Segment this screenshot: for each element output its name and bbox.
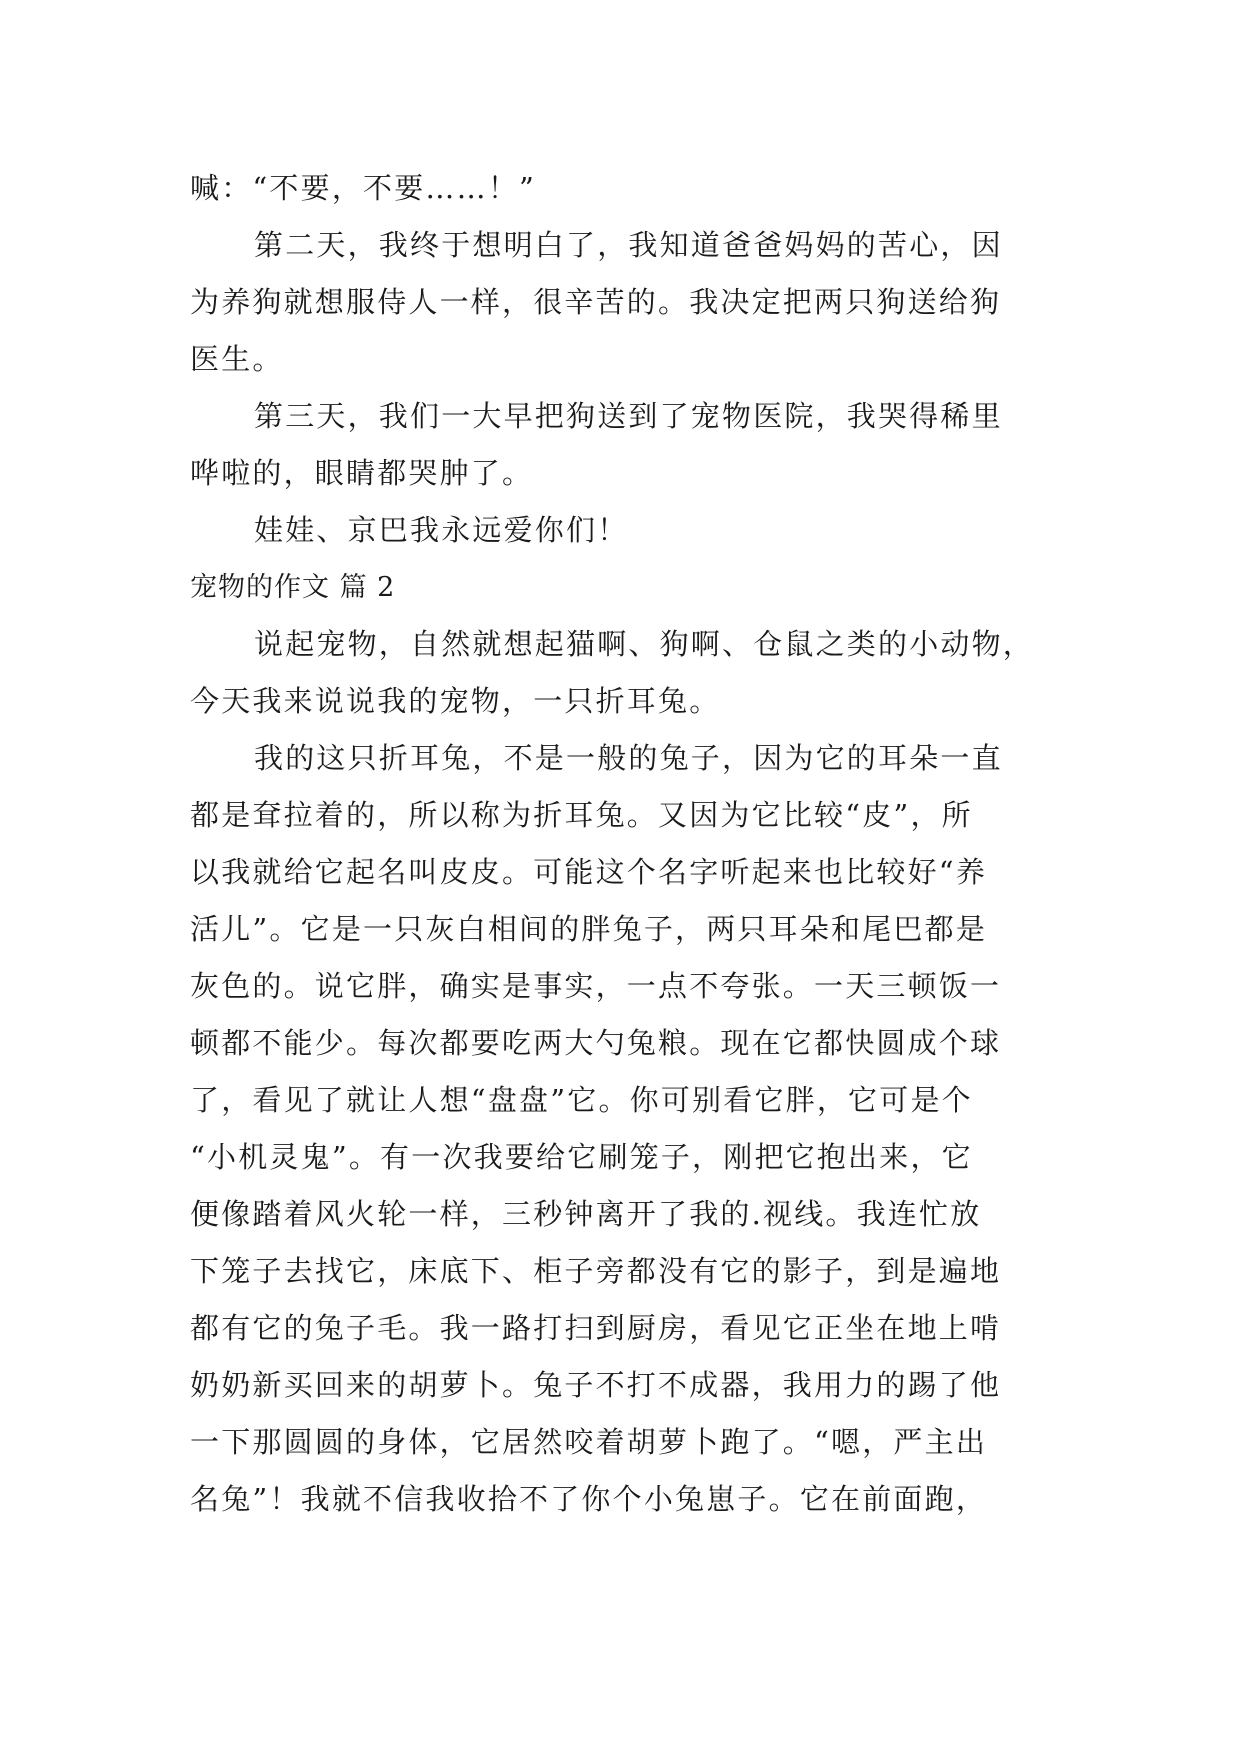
text-line: “小机灵鬼”。有一次我要给它刷笼子，刚把它抱出来，它 — [190, 1140, 973, 1174]
text-line: 名兔”！我就不信我收拾不了你个小兔崽子。它在前面跑， — [190, 1482, 988, 1516]
text-line: 第二天，我终于想明白了，我知道爸爸妈妈的苦心，因 — [254, 228, 1003, 262]
text-line: 以我就给它起名叫皮皮。可能这个名字听起来也比较好“养 — [190, 855, 988, 889]
document-page — [190, 160, 1060, 1528]
text-line: 今天我来说说我的宠物，一只折耳兔。 — [190, 684, 721, 718]
section-title: 宠物的作文 篇 2 — [190, 572, 396, 603]
text-line: 顿都不能少。每次都要吃两大勺兔粮。现在它都快圆成个球 — [190, 1026, 1002, 1060]
text-line: 第三天，我们一大早把狗送到了宠物医院，我哭得稀里 — [254, 399, 1003, 433]
text-line: 说起宠物，自然就想起猫啊、狗啊、仓鼠之类的小动物， — [254, 627, 1035, 661]
text-line: 娃娃、京巴我永远爱你们！ — [254, 513, 629, 547]
text-line: 便像踏着风火轮一样，三秒钟离开了我的.视线。我连忙放 — [190, 1197, 982, 1231]
text-line: 为养狗就想服侍人一样，很辛苦的。我决定把两只狗送给狗 — [190, 285, 1002, 319]
text-line: 了，看见了就让人想“盘盘”它。你可别看它胖，它可是个 — [190, 1083, 973, 1117]
text-line: 奶奶新买回来的胡萝卜。兔子不打不成器，我用力的踢了他 — [190, 1368, 1002, 1402]
text-line: 下笼子去找它，床底下、柜子旁都没有它的影子，到是遍地 — [190, 1254, 1002, 1288]
text-line: 医生。 — [190, 342, 284, 376]
text-line: 我的这只折耳兔，不是一般的兔子，因为它的耳朵一直 — [254, 741, 1003, 775]
text-line: 哗啦的，眼睛都哭肿了。 — [190, 456, 534, 490]
text-line: 活儿”。它是一只灰白相间的胖兔子，两只耳朵和尾巴都是 — [190, 912, 988, 946]
text-line: 一下那圆圆的身体，它居然咬着胡萝卜跑了。“嗯，严主出 — [190, 1425, 988, 1459]
text-line: 都有它的兔子毛。我一路打扫到厨房，看见它正坐在地上啃 — [190, 1311, 1002, 1345]
text-line: 灰色的。说它胖，确实是事实，一点不夸张。一天三顿饭一 — [190, 969, 1002, 1003]
text-line: 喊：“不要，不要……！” — [190, 171, 537, 205]
text-line: 都是耷拉着的，所以称为折耳兔。又因为它比较“皮”，所 — [190, 798, 973, 832]
